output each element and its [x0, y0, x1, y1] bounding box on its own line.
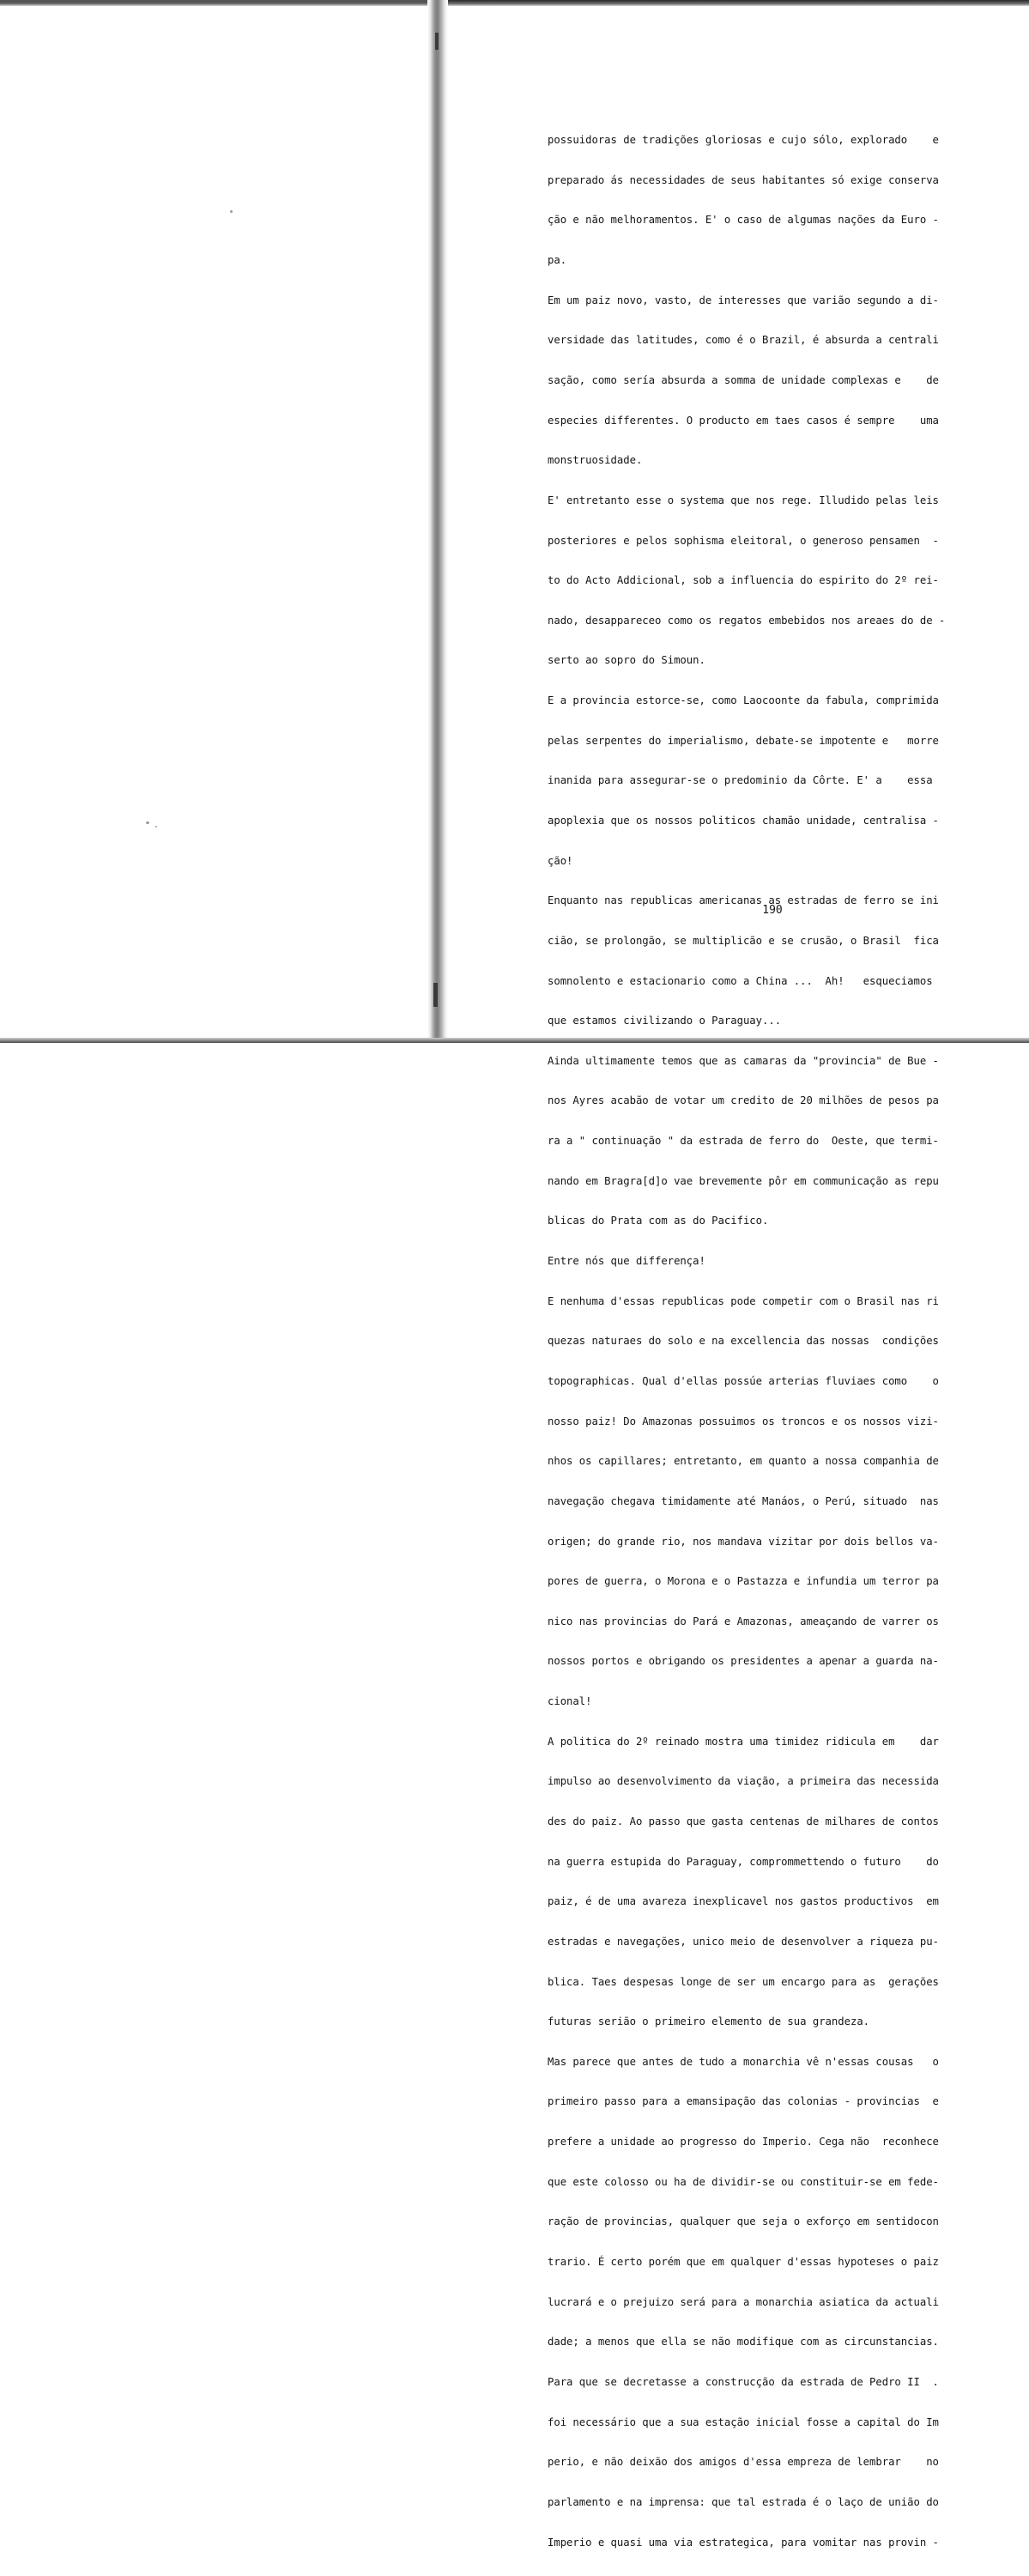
text-line: blicas do Prata com as do Pacifico. [548, 1215, 769, 1227]
text-line: possuidoras de tradições gloriosas e cujo sólo, explorado e [548, 134, 939, 147]
text-line: Imperio e quasi uma via estrategica, para vomitar nas provin - [548, 2536, 939, 2549]
text-line: na guerra estupida do Paraguay, comprommettendo o futuro do [548, 1855, 939, 1868]
text-line: sação, como sería absurda a somma de unidade complexas e de [548, 373, 939, 386]
text-line: nico nas provincias do Pará e Amazonas, ameaçando de varrer os [548, 1615, 939, 1627]
text-line: Enquanto nas republicas americanas as estradas de ferro se ini [548, 894, 939, 907]
text-line: que estamos civilizando o Paraguay... [548, 1015, 782, 1027]
text-line: nossos portos e obrigando os presidentes a apenar a guarda na- [548, 1655, 939, 1668]
text-line: primeiro passo para a emansipação das colonias - provincias e [548, 2095, 939, 2108]
text-line: ção! [548, 854, 573, 867]
text-line: foi necessário que a sua estação inicial fosse a capital do Im [548, 2415, 939, 2428]
text-line: posteriores e pelos sophisma eleitoral, o generoso pensamen - [548, 534, 939, 547]
spine-mark [433, 983, 438, 1007]
text-line: des do paiz. Ao passo que gasta centenas de milhares de contos [548, 1815, 939, 1827]
text-line: nado, desappareceo como os regatos embebidos nos areaes do de - [548, 614, 946, 627]
spine-mark [435, 33, 439, 50]
dust-speck [230, 210, 233, 213]
text-line: versidade das latitudes, como é o Brazil, é absurda a centrali [548, 334, 939, 347]
text-line: pa. [548, 254, 567, 267]
text-line: nhos os capillares; entretanto, em quanto a nossa companhia de [548, 1455, 939, 1468]
text-line: A politica do 2º reinado mostra uma timidez ridicula em dar [548, 1735, 939, 1748]
text-line: E a provincia estorce-se, como Laocoonte da fabula, comprimida [548, 694, 939, 707]
text-line: cional! [548, 1695, 592, 1708]
text-line: parlamento e na imprensa: que tal estrada é o laço de união do [548, 2495, 939, 2508]
text-line: E nenhuma d'essas republicas pode competir com o Brasil nas ri [548, 1294, 939, 1307]
text-line: nos Ayres acabão de votar um credito de 20 milhões de pesos pa [548, 1094, 939, 1107]
text-line: impulso ao desenvolvimento da viação, a primeira das necessida [548, 1775, 939, 1788]
text-line: pelas serpentes do imperialismo, debate-se impotente e morre [548, 734, 939, 747]
text-line: lucrará e o prejuizo será para a monarchia asiatica da actuali [548, 2295, 939, 2308]
left-blank-page [0, 6, 427, 1038]
text-line: nando em Bragra[d]o vae brevemente pôr em communicação as repu [548, 1174, 939, 1187]
text-line: navegação chegava timidamente até Manáos, o Perú, situado nas [548, 1494, 939, 1507]
scan-bottom-border [0, 1038, 1029, 1043]
text-line: futuras serião o primeiro elemento de sua grandeza. [548, 2015, 870, 2028]
text-line: paiz, é de uma avareza inexplicavel nos gastos productivos em [548, 1895, 939, 1908]
text-line: inanida para assegurar-se o predominio da Côrte. E' a essa [548, 774, 933, 787]
text-line: especies differentes. O producto em taes casos é sempre uma [548, 414, 939, 427]
text-line: serto ao sopro do Simoun. [548, 654, 705, 667]
scan-top-border-shadow [0, 0, 429, 3]
text-line: to do Acto Addicional, sob a influencia do espirito do 2º rei- [548, 574, 939, 587]
page-number: 190 [762, 904, 783, 917]
text-line: apoplexia que os nossos politicos chamão unidade, centralisa - [548, 814, 939, 827]
text-line: ração de provincias, qualquer que seja o exforço em sentidocon [548, 2215, 939, 2228]
dust-speck [146, 821, 149, 824]
text-line: cião, se prolongão, se multiplicão e se crusão, o Brasil fica [548, 934, 939, 947]
text-line: perio, e não deixão dos amigos d'essa empreza de lembrar no [548, 2456, 939, 2469]
text-line: quezas naturaes do solo e na excellencia das nossas condições [548, 1335, 939, 1348]
text-line: E' entretanto esse o systema que nos rege. Illudido pelas leis [548, 494, 939, 506]
book-spine-gutter [427, 0, 448, 1043]
dust-speck [155, 826, 157, 827]
text-line: somnolento e estacionario como a China ... Ah! esqueciamos [548, 974, 933, 987]
text-line: dade; a menos que ella se não modifique com as circunstancias. [548, 2336, 939, 2349]
text-line: trario. É certo porém que em qualquer d'essas hypoteses o paiz [548, 2256, 939, 2269]
text-line: ção e não melhoramentos. E' o caso de algumas nações da Euro - [548, 214, 939, 227]
text-line: pores de guerra, o Morona e o Pastazza e infundia um terror pa [548, 1575, 939, 1588]
text-line: Para que se decretasse a construcção da estrada de Pedro II . [548, 2375, 939, 2388]
text-line: nosso paiz! Do Amazonas possuimos os troncos e os nossos vizi- [548, 1415, 939, 1427]
text-line: topographicas. Qual d'ellas possúe arterias fluviaes como o [548, 1374, 939, 1387]
text-line: Entre nós que differença! [548, 1255, 705, 1268]
text-line: ra a " continuação " da estrada de ferro do Oeste, que termi- [548, 1135, 939, 1148]
body-text [548, 107, 1011, 2576]
text-line: estradas e navegações, unico meio de desenvolver a riqueza pu- [548, 1935, 939, 1948]
text-line: origen; do grande rio, nos mandava vizitar por dois bellos va- [548, 1535, 939, 1548]
text-line: Em um paiz novo, vasto, de interesses que varião segundo a di- [548, 294, 939, 306]
text-line: prefere a unidade ao progresso do Imperio. Cega não reconhece [548, 2136, 939, 2149]
text-line: blica. Taes despesas longe de ser um encargo para as gerações [548, 1975, 939, 1988]
text-line: preparado ás necessidades de seus habitantes só exige conserva [548, 173, 939, 186]
text-line: que este colosso ou ha de dividir-se ou constituir-se em fede- [548, 2175, 939, 2188]
text-line: Mas parece que antes de tudo a monarchia vê n'essas cousas o [548, 2055, 939, 2068]
text-line: Ainda ultimamente temos que as camaras da "provincia" de Bue - [548, 1054, 939, 1067]
text-line: monstruosidade. [548, 454, 643, 467]
